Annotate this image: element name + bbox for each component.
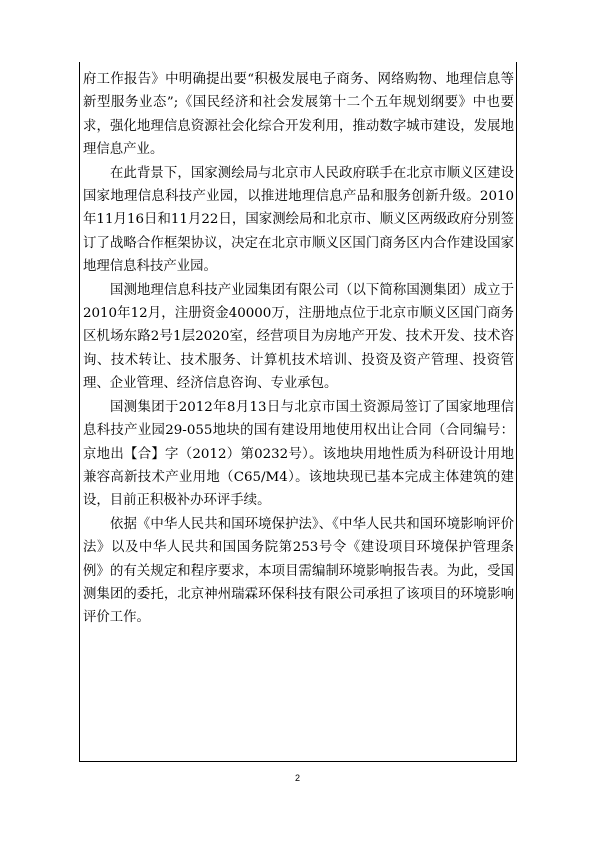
paragraph-legal-basis: 依据《中华人民共和国环境保护法》、《中华人民共和国环境影响评价法》以及中华人民共和国国务院第253号令《建设项目环境保护管理条例》的有关规定和程序要求，本项目需编制环境影响报告表。为此，受国测集团的委托，北京神州瑞霖环保科技有限公司承担了该项目的环境影响评价工作。	[83, 516, 514, 626]
paragraph-company-profile: 国测地理信息科技产业园集团有限公司（以下简称国测集团）成立于2010年12月，注册资金40000万，注册地点位于北京市顺义区国门商务区机场东路2号1层2020室，经营项目为房地产开发、技术开发、技术咨询、技术转让、技术服务、计算机技术培训、投资及资产管理、投资管理、企业管理、经济信息咨询、专业承包。	[83, 282, 514, 392]
paragraph-land-contract: 国测集团于2012年8月13日与北京市国土资源局签订了国家地理信息科技产业园29-055地块的国有建设用地使用权出让合同（合同编号：京地出【合】字（2012）第0232号）。该地块用地性质为科研设计用地兼容高新技术产业用地（C65/M4）。该地块现已基本完成主体建筑的建设，目前正积极补办环评手续。	[83, 399, 514, 509]
page-number: 2	[294, 773, 300, 783]
paragraph-continuation: 府工作报告》中明确提出要“积极发展电子商务、网络购物、地理信息等新型服务业态”;《国民经济和社会发展第十二个五年规划纲要》中也要求，强化地理信息资源社会化综合开发利用，推动数字城市建设，发展地理信息产业。	[83, 72, 514, 158]
paragraph-background: 在此背景下，国家测绘局与北京市人民政府联手在北京市顺义区建设国家地理信息科技产业园，以推进地理信息产品和服务创新升级。2010年11月16日和11月22日，国家测绘局和北京市、顺义区两级政府分别签订了战略合作框架协议，决定在北京市顺义区国门商务区内合作建设国家地理信息科技产业园。	[83, 165, 514, 275]
document-body	[83, 68, 514, 630]
